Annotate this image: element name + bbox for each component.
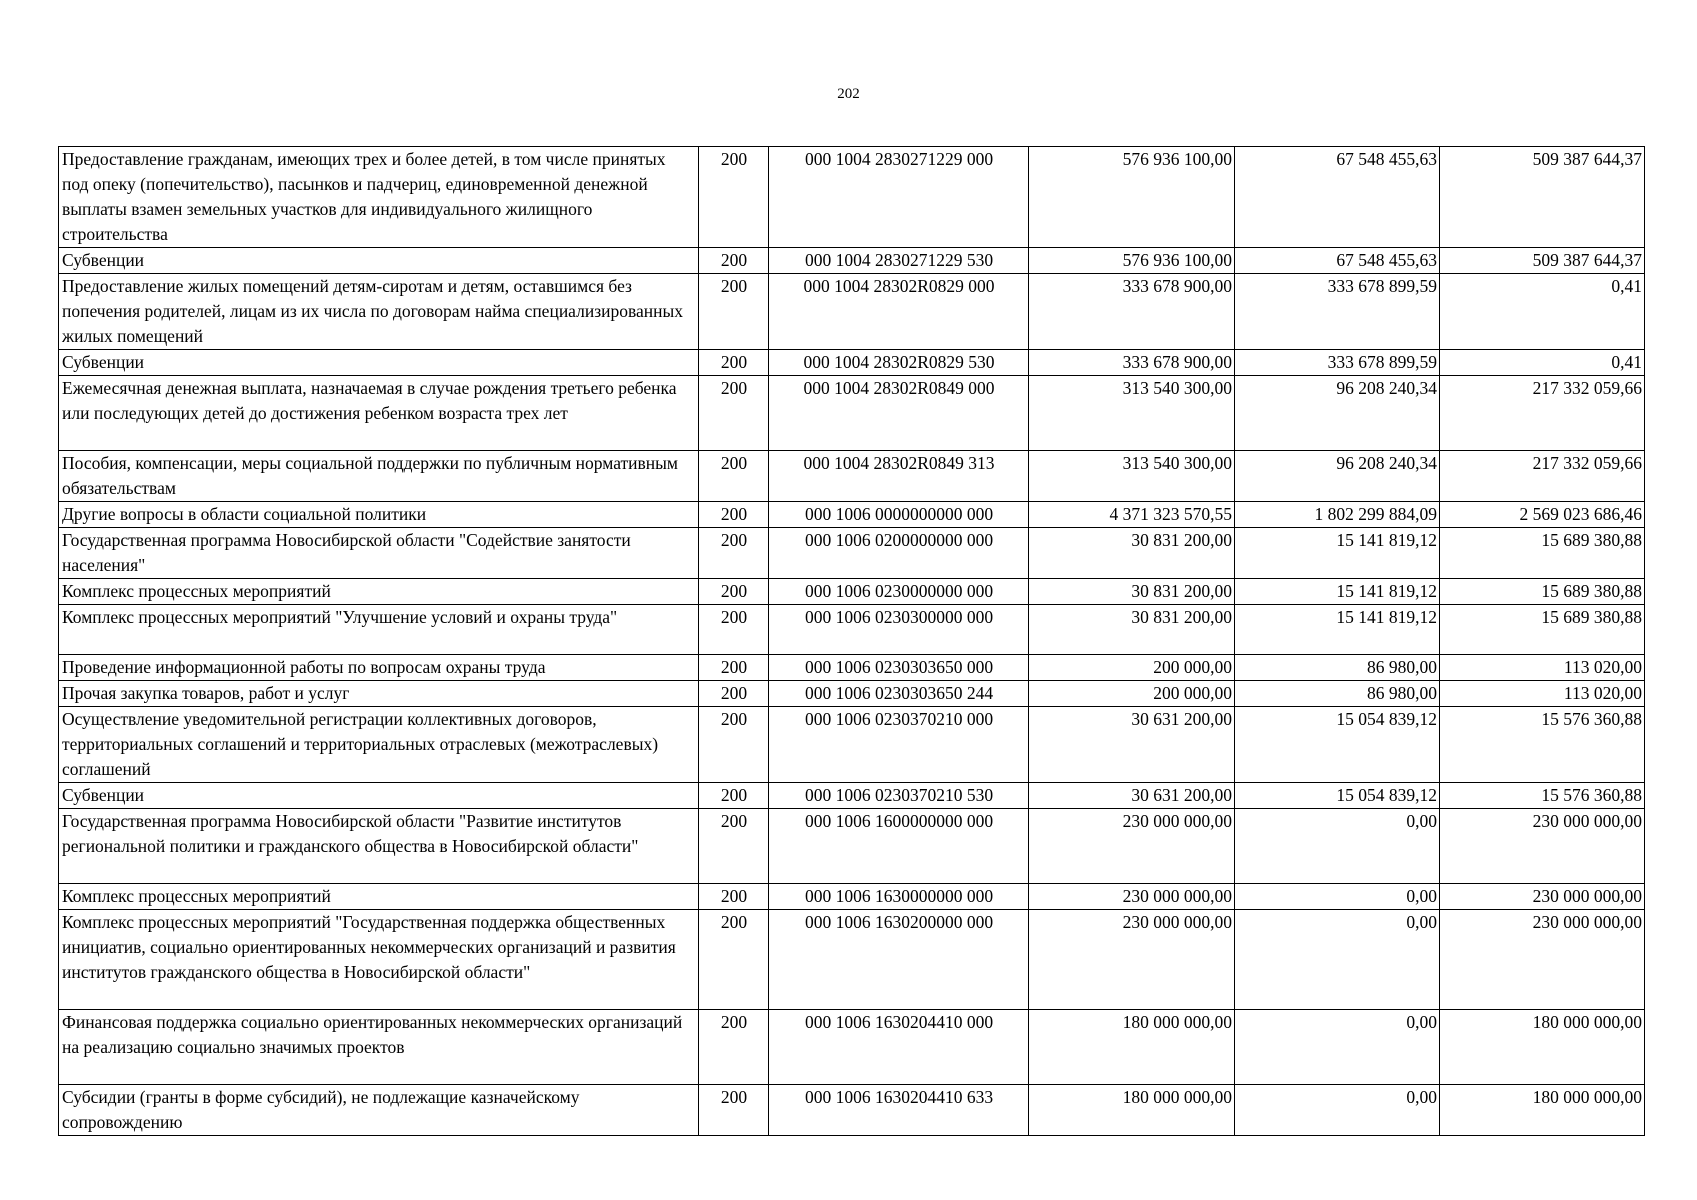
row-approved-amount: 313 540 300,00 — [1029, 376, 1235, 451]
row-classification-code: 000 1006 0230300000 000 — [769, 605, 1029, 655]
row-approved-amount: 200 000,00 — [1029, 655, 1235, 681]
row-unexecuted-amount: 0,41 — [1440, 274, 1645, 350]
row-approved-amount: 333 678 900,00 — [1029, 350, 1235, 376]
row-unexecuted-amount: 230 000 000,00 — [1440, 809, 1645, 884]
row-approved-amount: 30 831 200,00 — [1029, 579, 1235, 605]
row-unexecuted-amount: 217 332 059,66 — [1440, 451, 1645, 502]
row-name: Субвенции — [59, 783, 699, 809]
row-approved-amount: 333 678 900,00 — [1029, 274, 1235, 350]
row-unexecuted-amount: 509 387 644,37 — [1440, 147, 1645, 248]
table-row — [59, 248, 1645, 274]
row-unexecuted-amount: 15 576 360,88 — [1440, 783, 1645, 809]
row-classification-code: 000 1006 0000000000 000 — [769, 502, 1029, 528]
row-classification-code: 000 1004 28302R0829 530 — [769, 350, 1029, 376]
row-name: Субвенции — [59, 350, 699, 376]
table-row — [59, 605, 1645, 655]
row-classification-code: 000 1006 1630204410 633 — [769, 1085, 1029, 1136]
row-line-code: 200 — [699, 579, 769, 605]
row-line-code: 200 — [699, 1010, 769, 1085]
row-executed-amount: 0,00 — [1235, 884, 1440, 910]
row-line-code: 200 — [699, 1085, 769, 1136]
row-line-code: 200 — [699, 350, 769, 376]
row-name: Проведение информационной работы по вопросам охраны труда — [59, 655, 699, 681]
row-approved-amount: 30 831 200,00 — [1029, 528, 1235, 579]
row-line-code: 200 — [699, 605, 769, 655]
table-row — [59, 910, 1645, 1010]
row-classification-code: 000 1006 1630204410 000 — [769, 1010, 1029, 1085]
row-approved-amount: 576 936 100,00 — [1029, 248, 1235, 274]
row-executed-amount: 0,00 — [1235, 1010, 1440, 1085]
row-unexecuted-amount: 113 020,00 — [1440, 681, 1645, 707]
row-name: Государственная программа Новосибирской области "Содействие занятости населения" — [59, 528, 699, 579]
row-executed-amount: 0,00 — [1235, 1085, 1440, 1136]
row-unexecuted-amount: 180 000 000,00 — [1440, 1010, 1645, 1085]
row-unexecuted-amount: 15 689 380,88 — [1440, 528, 1645, 579]
row-name: Комплекс процессных мероприятий — [59, 884, 699, 910]
row-name: Прочая закупка товаров, работ и услуг — [59, 681, 699, 707]
row-executed-amount: 96 208 240,34 — [1235, 451, 1440, 502]
row-approved-amount: 230 000 000,00 — [1029, 809, 1235, 884]
row-executed-amount: 15 141 819,12 — [1235, 528, 1440, 579]
row-classification-code: 000 1006 0230303650 000 — [769, 655, 1029, 681]
row-classification-code: 000 1006 0230370210 000 — [769, 707, 1029, 783]
table-body — [59, 147, 1645, 1136]
row-executed-amount: 96 208 240,34 — [1235, 376, 1440, 451]
row-line-code: 200 — [699, 528, 769, 579]
row-name: Пособия, компенсации, меры социальной поддержки по публичным нормативным обязательствам — [59, 451, 699, 502]
row-name: Комплекс процессных мероприятий "Улучшение условий и охраны труда" — [59, 605, 699, 655]
row-approved-amount: 230 000 000,00 — [1029, 910, 1235, 1010]
row-executed-amount: 67 548 455,63 — [1235, 147, 1440, 248]
table-row — [59, 783, 1645, 809]
row-name: Ежемесячная денежная выплата, назначаемая в случае рождения третьего ребенка или последующих детей до достижения ребенком возраста трех лет — [59, 376, 699, 451]
row-unexecuted-amount: 217 332 059,66 — [1440, 376, 1645, 451]
row-approved-amount: 313 540 300,00 — [1029, 451, 1235, 502]
table-row — [59, 502, 1645, 528]
row-executed-amount: 1 802 299 884,09 — [1235, 502, 1440, 528]
table-row — [59, 376, 1645, 451]
row-name: Предоставление гражданам, имеющих трех и более детей, в том числе принятых под опеку (попечительство), пасынков и падчериц, единовременной денежной выплаты взамен земельных участков для индивидуального жилищного строительства — [59, 147, 699, 248]
row-executed-amount: 15 141 819,12 — [1235, 579, 1440, 605]
row-name: Субсидии (гранты в форме субсидий), не подлежащие казначейскому сопровождению — [59, 1085, 699, 1136]
row-approved-amount: 180 000 000,00 — [1029, 1085, 1235, 1136]
row-unexecuted-amount: 0,41 — [1440, 350, 1645, 376]
row-executed-amount: 86 980,00 — [1235, 655, 1440, 681]
row-approved-amount: 30 831 200,00 — [1029, 605, 1235, 655]
row-executed-amount: 333 678 899,59 — [1235, 350, 1440, 376]
row-unexecuted-amount: 180 000 000,00 — [1440, 1085, 1645, 1136]
table-row — [59, 350, 1645, 376]
row-line-code: 200 — [699, 376, 769, 451]
row-classification-code: 000 1004 28302R0829 000 — [769, 274, 1029, 350]
row-approved-amount: 4 371 323 570,55 — [1029, 502, 1235, 528]
row-line-code: 200 — [699, 274, 769, 350]
row-line-code: 200 — [699, 655, 769, 681]
table-row — [59, 451, 1645, 502]
row-name: Другие вопросы в области социальной политики — [59, 502, 699, 528]
row-executed-amount: 67 548 455,63 — [1235, 248, 1440, 274]
table-row — [59, 147, 1645, 248]
row-line-code: 200 — [699, 884, 769, 910]
row-executed-amount: 15 141 819,12 — [1235, 605, 1440, 655]
row-line-code: 200 — [699, 248, 769, 274]
row-name: Предоставление жилых помещений детям-сиротам и детям, оставшимся без попечения родителей, лицам из их числа по договорам найма специализированных жилых помещений — [59, 274, 699, 350]
row-executed-amount: 86 980,00 — [1235, 681, 1440, 707]
row-unexecuted-amount: 230 000 000,00 — [1440, 884, 1645, 910]
table-row — [59, 655, 1645, 681]
row-classification-code: 000 1006 1600000000 000 — [769, 809, 1029, 884]
row-unexecuted-amount: 15 689 380,88 — [1440, 579, 1645, 605]
row-classification-code: 000 1004 2830271229 530 — [769, 248, 1029, 274]
row-classification-code: 000 1006 0230370210 530 — [769, 783, 1029, 809]
table-row — [59, 1085, 1645, 1136]
row-classification-code: 000 1006 0200000000 000 — [769, 528, 1029, 579]
row-approved-amount: 200 000,00 — [1029, 681, 1235, 707]
row-classification-code: 000 1006 1630000000 000 — [769, 884, 1029, 910]
row-unexecuted-amount: 113 020,00 — [1440, 655, 1645, 681]
row-executed-amount: 15 054 839,12 — [1235, 707, 1440, 783]
row-line-code: 200 — [699, 451, 769, 502]
table-row — [59, 884, 1645, 910]
row-approved-amount: 576 936 100,00 — [1029, 147, 1235, 248]
row-line-code: 200 — [699, 910, 769, 1010]
row-approved-amount: 30 631 200,00 — [1029, 707, 1235, 783]
table-row — [59, 809, 1645, 884]
row-classification-code: 000 1004 28302R0849 000 — [769, 376, 1029, 451]
row-classification-code: 000 1004 28302R0849 313 — [769, 451, 1029, 502]
row-name: Субвенции — [59, 248, 699, 274]
table-row — [59, 707, 1645, 783]
row-name: Комплекс процессных мероприятий — [59, 579, 699, 605]
row-executed-amount: 15 054 839,12 — [1235, 783, 1440, 809]
row-line-code: 200 — [699, 681, 769, 707]
row-line-code: 200 — [699, 502, 769, 528]
row-name: Государственная программа Новосибирской области "Развитие институтов региональной политики и гражданского общества в Новосибирской области" — [59, 809, 699, 884]
table-row — [59, 579, 1645, 605]
row-approved-amount: 230 000 000,00 — [1029, 884, 1235, 910]
row-executed-amount: 0,00 — [1235, 910, 1440, 1010]
page-number: 202 — [837, 86, 860, 102]
row-unexecuted-amount: 509 387 644,37 — [1440, 248, 1645, 274]
row-executed-amount: 0,00 — [1235, 809, 1440, 884]
row-line-code: 200 — [699, 707, 769, 783]
table-row — [59, 274, 1645, 350]
row-unexecuted-amount: 15 576 360,88 — [1440, 707, 1645, 783]
row-name: Финансовая поддержка социально ориентированных некоммерческих организаций на реализацию социально значимых проектов — [59, 1010, 699, 1085]
row-executed-amount: 333 678 899,59 — [1235, 274, 1440, 350]
row-line-code: 200 — [699, 783, 769, 809]
row-name: Осуществление уведомительной регистрации коллективных договоров, территориальных соглашений и территориальных отраслевых (межотраслевых) соглашений — [59, 707, 699, 783]
table-row — [59, 681, 1645, 707]
row-line-code: 200 — [699, 809, 769, 884]
table-row — [59, 1010, 1645, 1085]
row-line-code: 200 — [699, 147, 769, 248]
row-classification-code: 000 1006 0230000000 000 — [769, 579, 1029, 605]
row-unexecuted-amount: 230 000 000,00 — [1440, 910, 1645, 1010]
table-row — [59, 528, 1645, 579]
row-approved-amount: 30 631 200,00 — [1029, 783, 1235, 809]
row-unexecuted-amount: 2 569 023 686,46 — [1440, 502, 1645, 528]
row-unexecuted-amount: 15 689 380,88 — [1440, 605, 1645, 655]
row-classification-code: 000 1006 1630200000 000 — [769, 910, 1029, 1010]
row-classification-code: 000 1006 0230303650 244 — [769, 681, 1029, 707]
budget-execution-table — [58, 146, 1645, 1136]
row-classification-code: 000 1004 2830271229 000 — [769, 147, 1029, 248]
row-approved-amount: 180 000 000,00 — [1029, 1010, 1235, 1085]
row-name: Комплекс процессных мероприятий "Государственная поддержка общественных инициатив, социально ориентированных некоммерческих организаций и развития институтов гражданского общества в Новосибирской области" — [59, 910, 699, 1010]
